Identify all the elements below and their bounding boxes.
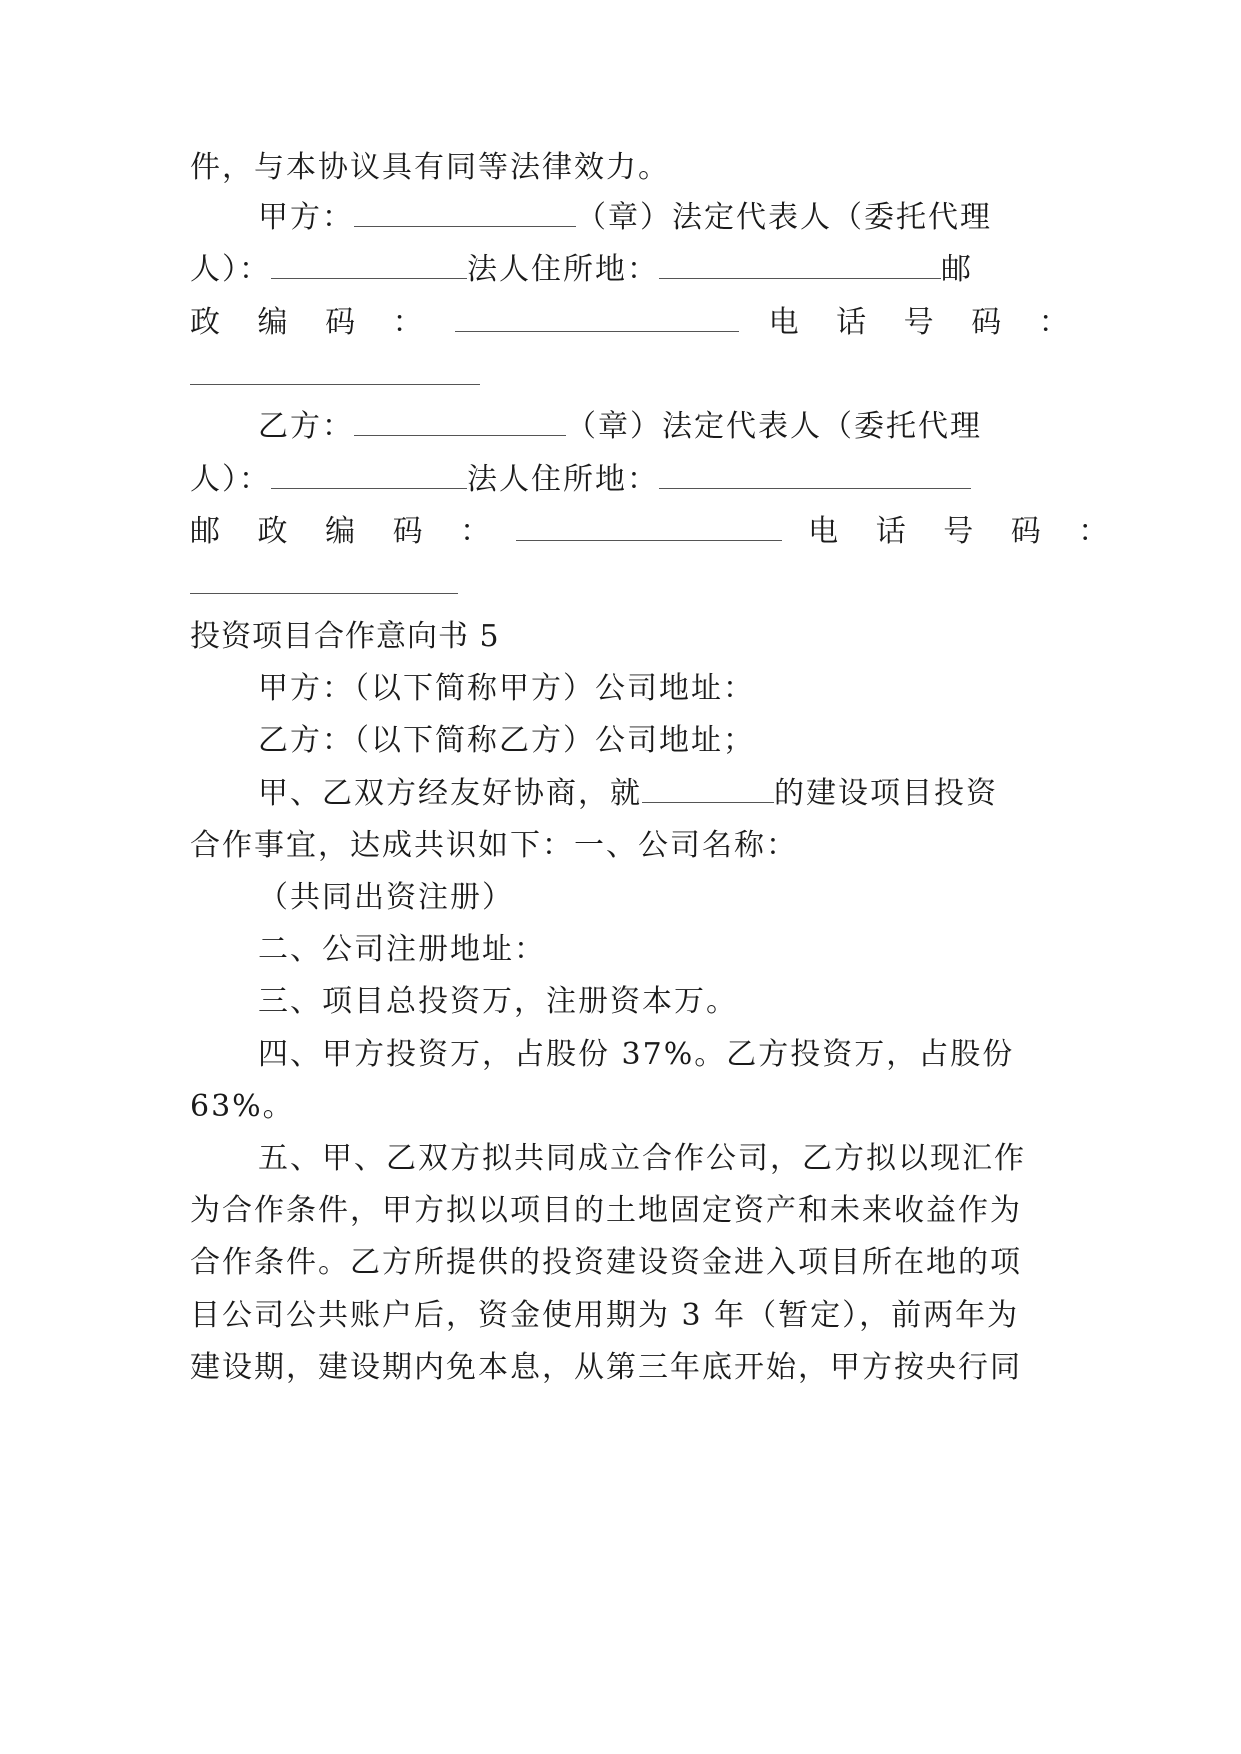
text: （共同出资注册）	[258, 880, 514, 915]
text: 人）：	[190, 462, 271, 497]
text-line	[190, 1296, 1056, 1336]
party-b-blank	[354, 407, 566, 436]
text: 投资项目合作意向书 5	[190, 619, 500, 654]
text: 件，与本协议具有同等法律效力。	[190, 150, 670, 185]
address-blank	[659, 460, 971, 489]
phone-blank	[190, 593, 458, 594]
agent-blank	[271, 250, 467, 279]
text: 的建设项目投资	[774, 776, 998, 811]
text: 四、甲方投资万，占股份 37%。乙方投资万，占股份	[258, 1037, 1015, 1072]
text-line	[258, 982, 1056, 1022]
text-line	[190, 1348, 1056, 1388]
agent-blank	[271, 460, 467, 489]
text: 甲、乙双方经友好协商，就	[258, 776, 642, 811]
text: 甲方：（以下简称甲方）公司地址：	[258, 671, 755, 706]
text-line	[190, 460, 1056, 500]
text: 为合作条件，甲方拟以项目的土地固定资产和未来收益作为	[190, 1193, 1022, 1228]
text-line	[190, 303, 1083, 343]
project-blank	[642, 774, 774, 803]
text: 63%。	[190, 1089, 295, 1124]
text: 邮 政 编 码 ：	[190, 514, 505, 549]
text: 法人住所地：	[467, 252, 659, 287]
text: 五、甲、乙双方拟共同成立合作公司，乙方拟以现汇作	[258, 1141, 1026, 1176]
text: 政 编 码 ：	[190, 305, 437, 340]
text-line	[258, 721, 1056, 761]
text: 邮	[941, 252, 973, 287]
text-line	[190, 1191, 1056, 1231]
text-line	[190, 826, 1056, 866]
text: （章）法定代表人（委托代理	[566, 409, 982, 444]
party-a-blank	[354, 198, 576, 227]
text: 人）：	[190, 252, 271, 287]
postcode-blank	[455, 303, 739, 332]
party-b-label: 乙方：	[258, 409, 354, 444]
party-a-label: 甲方：	[258, 200, 354, 235]
text-line	[258, 774, 1056, 814]
text-line	[258, 930, 1056, 970]
phone-blank	[190, 384, 480, 385]
text: 建设期，建设期内免本息，从第三年底开始，甲方按央行同	[190, 1350, 1022, 1385]
text: 二、公司注册地址：	[258, 932, 546, 967]
section-title	[190, 617, 1056, 657]
text-line	[258, 407, 1056, 447]
text-line	[258, 669, 1056, 709]
text: 电 话 号 码 ：	[768, 305, 1083, 340]
text: 乙方：（以下简称乙方）公司地址；	[258, 723, 755, 758]
text: 目公司公共账户后，资金使用期为 3 年（暂定），前两年为	[190, 1298, 1020, 1333]
text-line	[190, 1243, 1056, 1283]
text: 电 话 号 码 ：	[808, 514, 1123, 549]
text-line	[258, 198, 1056, 238]
text-line	[190, 512, 1123, 552]
text-line	[190, 250, 1056, 290]
address-blank	[659, 250, 941, 279]
text-line	[190, 1087, 1056, 1127]
text: （章）法定代表人（委托代理	[576, 200, 992, 235]
text: 合作条件。乙方所提供的投资建设资金进入项目所在地的项	[190, 1245, 1022, 1280]
text-line	[258, 1139, 1056, 1179]
postcode-blank	[516, 512, 782, 541]
text: 合作事宜，达成共识如下：一、公司名称：	[190, 828, 798, 863]
text: 法人住所地：	[467, 462, 659, 497]
text: 三、项目总投资万，注册资本万。	[258, 984, 738, 1019]
text-line	[190, 148, 1056, 188]
text-line	[258, 878, 1056, 918]
text-line	[258, 1035, 1056, 1075]
